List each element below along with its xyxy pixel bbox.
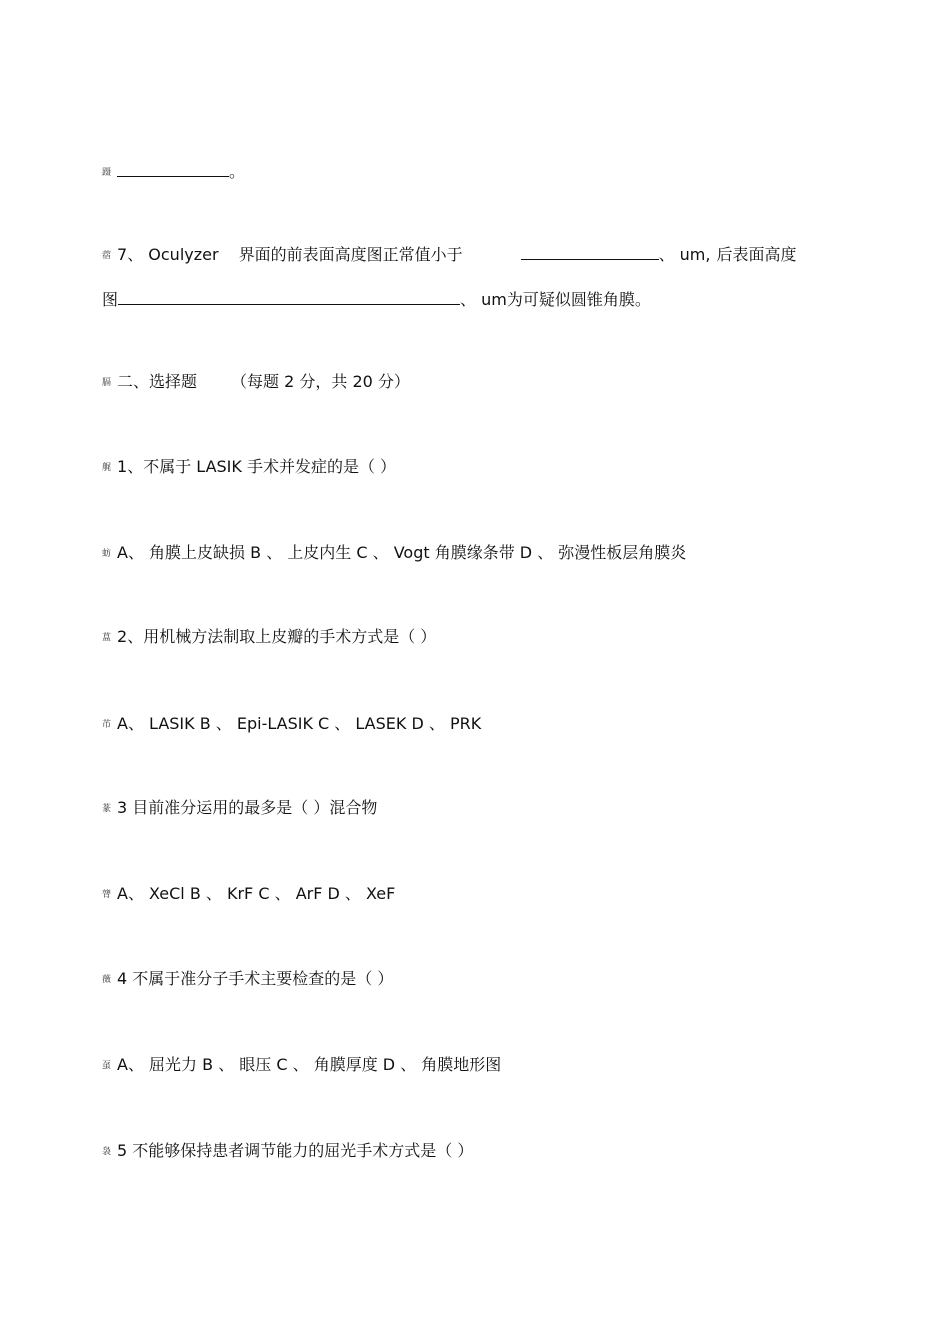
line-marker: 蹑: [102, 167, 112, 178]
question-text: 1、不属于 LASIK 手术并发症的是（ ）: [117, 457, 397, 476]
line-marker: 膂: [102, 889, 112, 900]
line-tail: 。: [229, 162, 246, 181]
options-text: A、 XeCl B 、 KrF C 、 ArF D 、 XeF: [117, 884, 396, 903]
question-text: 4 不属于准分子手术主要检查的是（ ）: [117, 969, 394, 988]
choice-options-3: [102, 884, 395, 905]
choice-question-3: [102, 798, 377, 819]
q7-unit: 、 um,: [658, 245, 711, 264]
fill-line-1: [102, 160, 245, 183]
choice-question-2: [102, 627, 436, 648]
line-marker: 芇: [102, 719, 112, 730]
q7-text: 界面的前表面高度图正常值小于: [238, 245, 463, 264]
choice-options-2: [102, 714, 481, 735]
choice-question-1: [102, 457, 396, 478]
answer-blank[interactable]: [118, 288, 460, 305]
line-marker: 虿: [102, 1060, 112, 1071]
choice-question-5: [102, 1141, 473, 1162]
q7-text-end: 后表面高度: [716, 245, 797, 264]
line-marker: 蒀: [102, 632, 112, 643]
line-marker: 膈: [102, 377, 112, 388]
q7-cont-start: 图: [102, 290, 119, 309]
choice-options-4: [102, 1055, 501, 1076]
section-note: （每题 2 分，共 20 分）: [231, 372, 410, 391]
line-marker: 蒃: [102, 803, 112, 814]
question-7: [102, 243, 797, 266]
q7-cont-end: 、 um为可疑似圆锥角膜。: [460, 290, 651, 309]
line-marker: 艉: [102, 462, 112, 473]
question-text: 5 不能够保持患者调节能力的屈光手术方式是（ ）: [117, 1141, 474, 1160]
question-7-continued: [102, 288, 651, 310]
answer-blank[interactable]: [521, 243, 659, 260]
question-text: 3 目前准分运用的最多是（ ）混合物: [117, 798, 378, 817]
line-marker: 薇: [102, 974, 112, 985]
q7-number: 7、 Oculyzer: [117, 245, 219, 264]
choice-options-1: [102, 543, 686, 564]
answer-blank[interactable]: [117, 160, 229, 177]
line-marker: 袅: [102, 1146, 112, 1157]
question-text: 2、用机械方法制取上皮瓣的手术方式是（ ）: [117, 627, 437, 646]
choice-question-4: [102, 969, 393, 990]
section-title: 二、选择题: [117, 372, 198, 391]
line-marker: 蚄: [102, 548, 112, 559]
line-marker: 蓿: [102, 250, 112, 261]
options-text: A、 屈光力 B 、 眼压 C 、 角膜厚度 D 、 角膜地形图: [117, 1055, 502, 1074]
options-text: A、 角膜上皮缺损 B 、 上皮内生 C 、 Vogt 角膜缘条带 D 、 弥漫性板层角膜炎: [117, 543, 687, 562]
section-2-heading: [102, 372, 410, 393]
options-text: A、 LASIK B 、 Epi-LASIK C 、 LASEK D 、 PRK: [117, 714, 482, 733]
